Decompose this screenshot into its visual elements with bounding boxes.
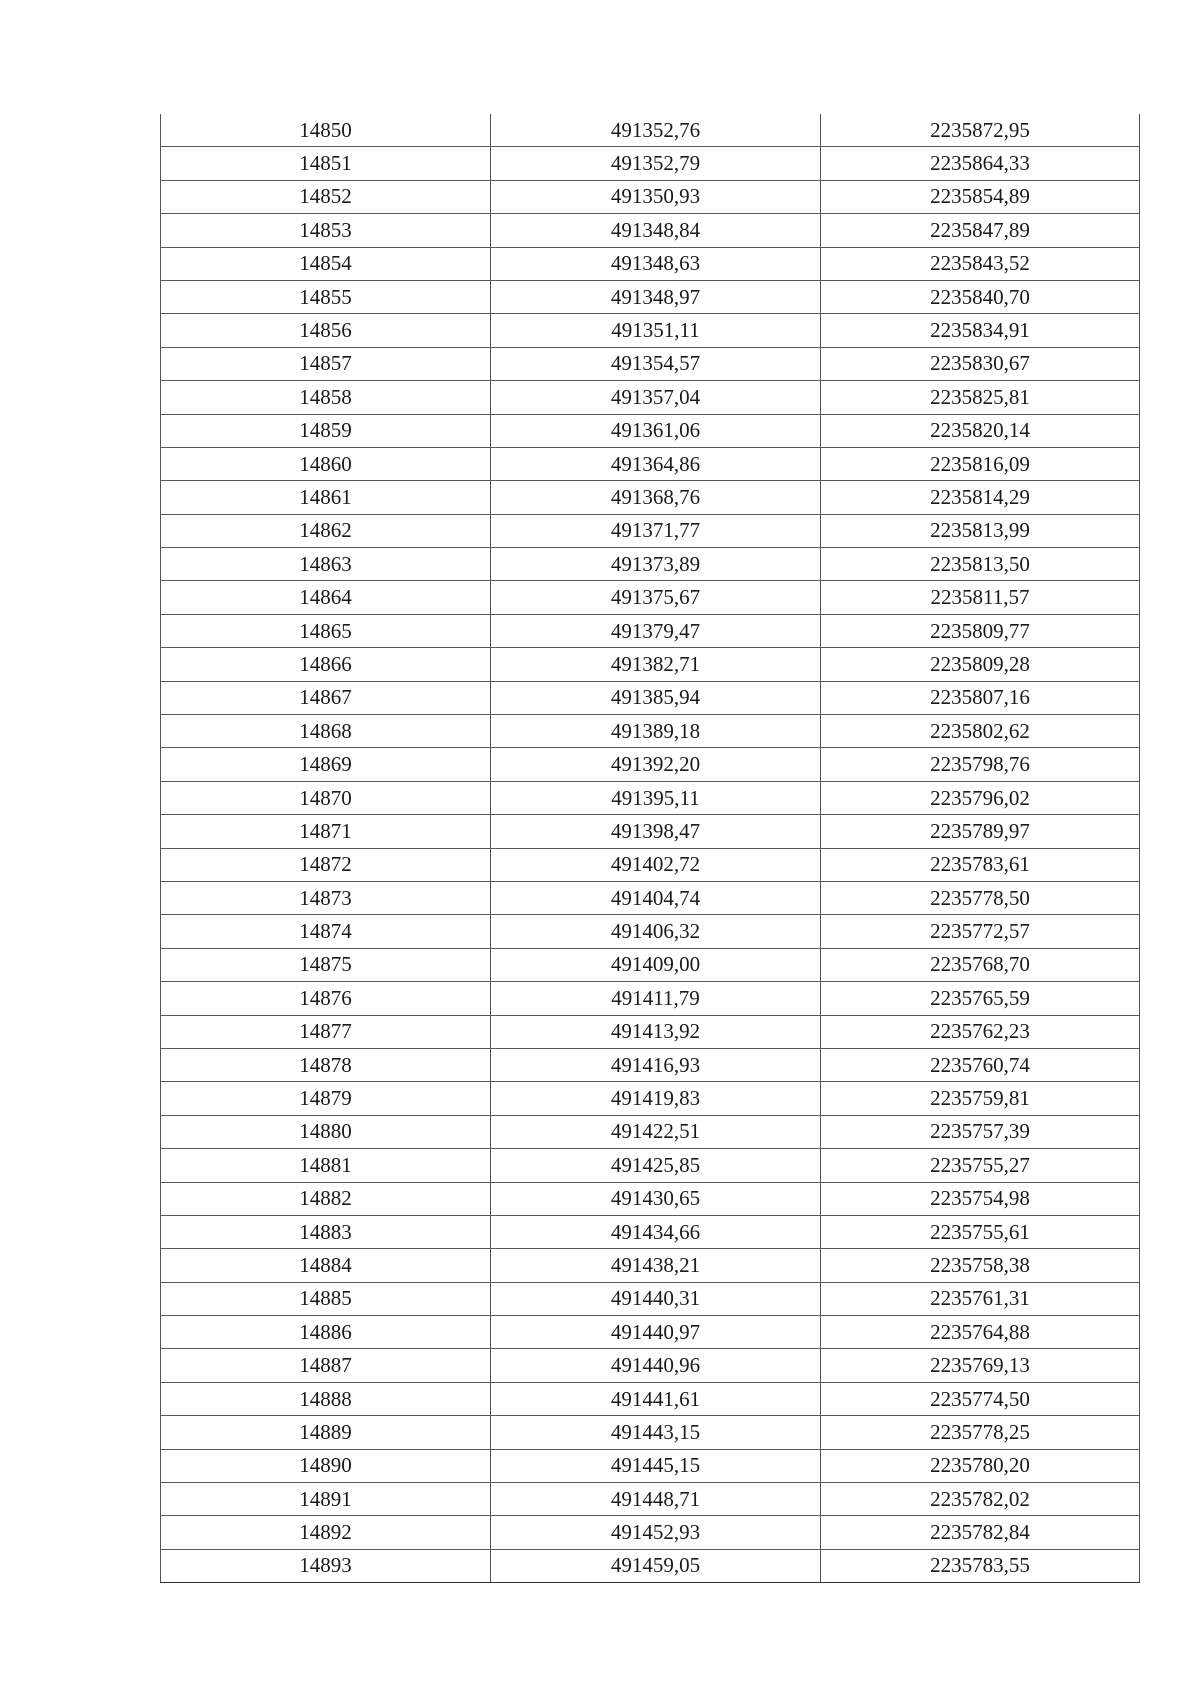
x-coordinate-cell: 491413,92 xyxy=(491,1015,821,1048)
y-coordinate-cell: 2235813,99 xyxy=(821,514,1140,547)
table-row xyxy=(161,915,1140,948)
point-number-cell: 14886 xyxy=(161,1316,491,1349)
x-coordinate-cell: 491425,85 xyxy=(491,1149,821,1182)
y-coordinate-cell: 2235782,84 xyxy=(821,1516,1140,1549)
table-row xyxy=(161,1249,1140,1282)
point-number-cell: 14878 xyxy=(161,1048,491,1081)
table-row xyxy=(161,948,1140,981)
x-coordinate-cell: 491379,47 xyxy=(491,614,821,647)
point-number-cell: 14879 xyxy=(161,1082,491,1115)
table-row xyxy=(161,214,1140,247)
x-coordinate-cell: 491409,00 xyxy=(491,948,821,981)
point-number-cell: 14889 xyxy=(161,1416,491,1449)
y-coordinate-cell: 2235796,02 xyxy=(821,781,1140,814)
y-coordinate-cell: 2235814,29 xyxy=(821,481,1140,514)
table-row xyxy=(161,481,1140,514)
table-row xyxy=(161,614,1140,647)
y-coordinate-cell: 2235864,33 xyxy=(821,147,1140,180)
x-coordinate-cell: 491348,84 xyxy=(491,214,821,247)
y-coordinate-cell: 2235768,70 xyxy=(821,948,1140,981)
x-coordinate-cell: 491422,51 xyxy=(491,1115,821,1148)
point-number-cell: 14877 xyxy=(161,1015,491,1048)
table-row xyxy=(161,781,1140,814)
point-number-cell: 14853 xyxy=(161,214,491,247)
point-number-cell: 14865 xyxy=(161,614,491,647)
x-coordinate-cell: 491406,32 xyxy=(491,915,821,948)
point-number-cell: 14890 xyxy=(161,1449,491,1482)
y-coordinate-cell: 2235758,38 xyxy=(821,1249,1140,1282)
table-row xyxy=(161,1416,1140,1449)
table-row xyxy=(161,1449,1140,1482)
x-coordinate-cell: 491351,11 xyxy=(491,314,821,347)
x-coordinate-cell: 491375,67 xyxy=(491,581,821,614)
table-row xyxy=(161,347,1140,380)
y-coordinate-cell: 2235774,50 xyxy=(821,1382,1140,1415)
y-coordinate-cell: 2235783,61 xyxy=(821,848,1140,881)
point-number-cell: 14880 xyxy=(161,1115,491,1148)
table-row xyxy=(161,1316,1140,1349)
table-row xyxy=(161,147,1140,180)
x-coordinate-cell: 491402,72 xyxy=(491,848,821,881)
table-row xyxy=(161,247,1140,280)
y-coordinate-cell: 2235854,89 xyxy=(821,180,1140,213)
x-coordinate-cell: 491352,79 xyxy=(491,147,821,180)
point-number-cell: 14876 xyxy=(161,982,491,1015)
x-coordinate-cell: 491445,15 xyxy=(491,1449,821,1482)
point-number-cell: 14891 xyxy=(161,1483,491,1516)
x-coordinate-cell: 491398,47 xyxy=(491,815,821,848)
x-coordinate-cell: 491430,65 xyxy=(491,1182,821,1215)
x-coordinate-cell: 491348,63 xyxy=(491,247,821,280)
point-number-cell: 14857 xyxy=(161,347,491,380)
point-number-cell: 14861 xyxy=(161,481,491,514)
table-row xyxy=(161,447,1140,480)
y-coordinate-cell: 2235782,02 xyxy=(821,1483,1140,1516)
x-coordinate-cell: 491404,74 xyxy=(491,881,821,914)
point-number-cell: 14867 xyxy=(161,681,491,714)
point-number-cell: 14869 xyxy=(161,748,491,781)
x-coordinate-cell: 491419,83 xyxy=(491,1082,821,1115)
y-coordinate-cell: 2235811,57 xyxy=(821,581,1140,614)
point-number-cell: 14856 xyxy=(161,314,491,347)
y-coordinate-cell: 2235847,89 xyxy=(821,214,1140,247)
point-number-cell: 14858 xyxy=(161,381,491,414)
y-coordinate-cell: 2235872,95 xyxy=(821,114,1140,147)
x-coordinate-cell: 491441,61 xyxy=(491,1382,821,1415)
point-number-cell: 14882 xyxy=(161,1182,491,1215)
x-coordinate-cell: 491368,76 xyxy=(491,481,821,514)
table-row xyxy=(161,180,1140,213)
y-coordinate-cell: 2235825,81 xyxy=(821,381,1140,414)
x-coordinate-cell: 491416,93 xyxy=(491,1048,821,1081)
table-row xyxy=(161,1182,1140,1215)
x-coordinate-cell: 491352,76 xyxy=(491,114,821,147)
x-coordinate-cell: 491440,96 xyxy=(491,1349,821,1382)
table-row xyxy=(161,1483,1140,1516)
x-coordinate-cell: 491361,06 xyxy=(491,414,821,447)
table-row xyxy=(161,514,1140,547)
y-coordinate-cell: 2235798,76 xyxy=(821,748,1140,781)
y-coordinate-cell: 2235754,98 xyxy=(821,1182,1140,1215)
table-row xyxy=(161,381,1140,414)
x-coordinate-cell: 491440,97 xyxy=(491,1316,821,1349)
x-coordinate-cell: 491459,05 xyxy=(491,1549,821,1582)
point-number-cell: 14859 xyxy=(161,414,491,447)
y-coordinate-cell: 2235840,70 xyxy=(821,280,1140,313)
y-coordinate-cell: 2235759,81 xyxy=(821,1082,1140,1115)
point-number-cell: 14852 xyxy=(161,180,491,213)
y-coordinate-cell: 2235755,27 xyxy=(821,1149,1140,1182)
point-number-cell: 14868 xyxy=(161,715,491,748)
x-coordinate-cell: 491385,94 xyxy=(491,681,821,714)
y-coordinate-cell: 2235765,59 xyxy=(821,982,1140,1015)
x-coordinate-cell: 491448,71 xyxy=(491,1483,821,1516)
y-coordinate-cell: 2235778,25 xyxy=(821,1416,1140,1449)
x-coordinate-cell: 491395,11 xyxy=(491,781,821,814)
y-coordinate-cell: 2235772,57 xyxy=(821,915,1140,948)
x-coordinate-cell: 491350,93 xyxy=(491,180,821,213)
x-coordinate-cell: 491364,86 xyxy=(491,447,821,480)
table-row xyxy=(161,848,1140,881)
point-number-cell: 14892 xyxy=(161,1516,491,1549)
y-coordinate-cell: 2235834,91 xyxy=(821,314,1140,347)
point-number-cell: 14884 xyxy=(161,1249,491,1282)
point-number-cell: 14885 xyxy=(161,1282,491,1315)
x-coordinate-cell: 491434,66 xyxy=(491,1215,821,1248)
table-row xyxy=(161,715,1140,748)
x-coordinate-cell: 491392,20 xyxy=(491,748,821,781)
point-number-cell: 14870 xyxy=(161,781,491,814)
point-number-cell: 14881 xyxy=(161,1149,491,1182)
table-row xyxy=(161,1149,1140,1182)
y-coordinate-cell: 2235769,13 xyxy=(821,1349,1140,1382)
table-row xyxy=(161,1048,1140,1081)
point-number-cell: 14873 xyxy=(161,881,491,914)
table-row xyxy=(161,1282,1140,1315)
y-coordinate-cell: 2235809,28 xyxy=(821,648,1140,681)
y-coordinate-cell: 2235789,97 xyxy=(821,815,1140,848)
x-coordinate-cell: 491354,57 xyxy=(491,347,821,380)
coordinates-table-body xyxy=(161,114,1140,1583)
y-coordinate-cell: 2235820,14 xyxy=(821,414,1140,447)
point-number-cell: 14854 xyxy=(161,247,491,280)
y-coordinate-cell: 2235830,67 xyxy=(821,347,1140,380)
y-coordinate-cell: 2235755,61 xyxy=(821,1215,1140,1248)
y-coordinate-cell: 2235778,50 xyxy=(821,881,1140,914)
x-coordinate-cell: 491371,77 xyxy=(491,514,821,547)
y-coordinate-cell: 2235802,62 xyxy=(821,715,1140,748)
table-row xyxy=(161,1015,1140,1048)
point-number-cell: 14872 xyxy=(161,848,491,881)
x-coordinate-cell: 491389,18 xyxy=(491,715,821,748)
x-coordinate-cell: 491357,04 xyxy=(491,381,821,414)
point-number-cell: 14874 xyxy=(161,915,491,948)
table-row xyxy=(161,581,1140,614)
y-coordinate-cell: 2235761,31 xyxy=(821,1282,1140,1315)
table-row xyxy=(161,1549,1140,1582)
point-number-cell: 14860 xyxy=(161,447,491,480)
x-coordinate-cell: 491382,71 xyxy=(491,648,821,681)
point-number-cell: 14866 xyxy=(161,648,491,681)
table-row xyxy=(161,314,1140,347)
table-row xyxy=(161,414,1140,447)
x-coordinate-cell: 491443,15 xyxy=(491,1416,821,1449)
y-coordinate-cell: 2235807,16 xyxy=(821,681,1140,714)
point-number-cell: 14875 xyxy=(161,948,491,981)
point-number-cell: 14863 xyxy=(161,548,491,581)
table-row xyxy=(161,280,1140,313)
table-row xyxy=(161,1349,1140,1382)
table-row xyxy=(161,1382,1140,1415)
y-coordinate-cell: 2235757,39 xyxy=(821,1115,1140,1148)
point-number-cell: 14850 xyxy=(161,114,491,147)
x-coordinate-cell: 491438,21 xyxy=(491,1249,821,1282)
table-row xyxy=(161,748,1140,781)
table-row xyxy=(161,815,1140,848)
y-coordinate-cell: 2235762,23 xyxy=(821,1015,1140,1048)
y-coordinate-cell: 2235783,55 xyxy=(821,1549,1140,1582)
point-number-cell: 14864 xyxy=(161,581,491,614)
table-row xyxy=(161,114,1140,147)
x-coordinate-cell: 491411,79 xyxy=(491,982,821,1015)
point-number-cell: 14851 xyxy=(161,147,491,180)
y-coordinate-cell: 2235760,74 xyxy=(821,1048,1140,1081)
point-number-cell: 14893 xyxy=(161,1549,491,1582)
y-coordinate-cell: 2235843,52 xyxy=(821,247,1140,280)
y-coordinate-cell: 2235813,50 xyxy=(821,548,1140,581)
x-coordinate-cell: 491452,93 xyxy=(491,1516,821,1549)
table-row xyxy=(161,1082,1140,1115)
table-row xyxy=(161,1516,1140,1549)
point-number-cell: 14888 xyxy=(161,1382,491,1415)
y-coordinate-cell: 2235780,20 xyxy=(821,1449,1140,1482)
y-coordinate-cell: 2235764,88 xyxy=(821,1316,1140,1349)
y-coordinate-cell: 2235816,09 xyxy=(821,447,1140,480)
table-row xyxy=(161,1115,1140,1148)
x-coordinate-cell: 491348,97 xyxy=(491,280,821,313)
point-number-cell: 14855 xyxy=(161,280,491,313)
table-row xyxy=(161,1215,1140,1248)
point-number-cell: 14871 xyxy=(161,815,491,848)
y-coordinate-cell: 2235809,77 xyxy=(821,614,1140,647)
point-number-cell: 14862 xyxy=(161,514,491,547)
point-number-cell: 14887 xyxy=(161,1349,491,1382)
x-coordinate-cell: 491373,89 xyxy=(491,548,821,581)
table-row xyxy=(161,648,1140,681)
coordinates-table xyxy=(160,114,1140,1583)
table-row xyxy=(161,548,1140,581)
table-row xyxy=(161,982,1140,1015)
point-number-cell: 14883 xyxy=(161,1215,491,1248)
x-coordinate-cell: 491440,31 xyxy=(491,1282,821,1315)
table-row xyxy=(161,681,1140,714)
table-row xyxy=(161,881,1140,914)
